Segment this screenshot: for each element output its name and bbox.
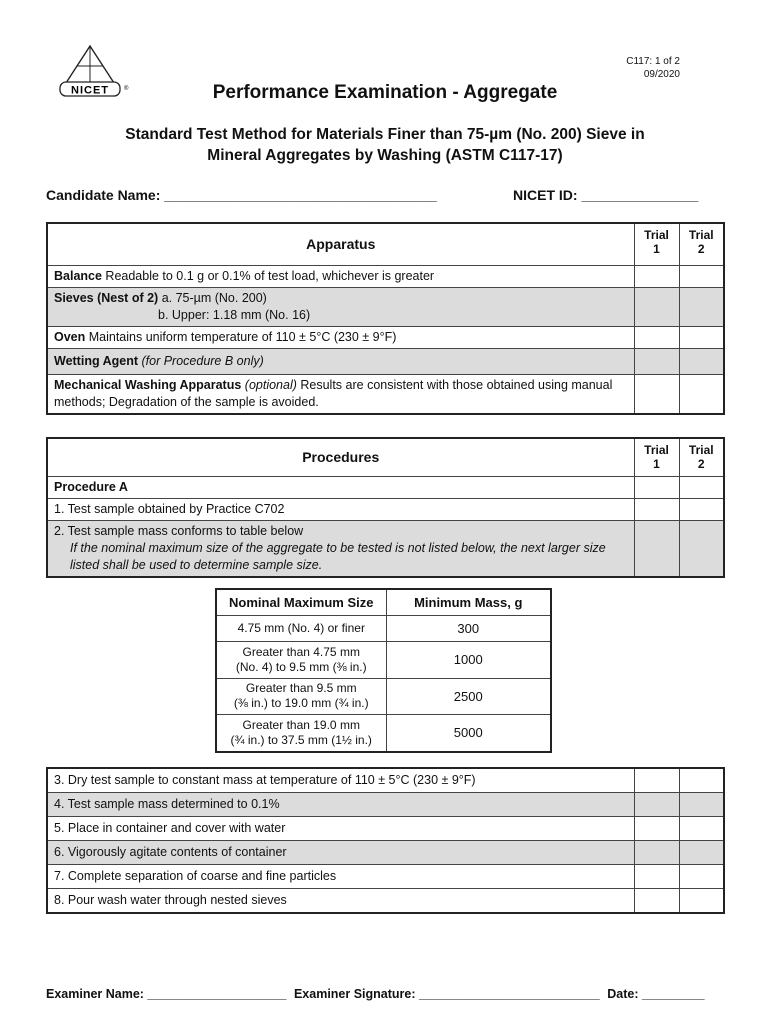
procedures-table <box>46 437 725 578</box>
table-row: Greater than 19.0 mm (¾ in.) to 37.5 mm (1½ in.) 5000 <box>216 714 551 752</box>
table-row: Greater than 9.5 mm (⅜ in.) to 19.0 mm (¾ in.) 2500 <box>216 678 551 714</box>
checkbox-cell[interactable] <box>679 348 724 374</box>
checkbox-cell[interactable] <box>679 865 724 889</box>
apparatus-row-sieves: Sieves (Nest of 2) a. 75-µm (No. 200) b. Upper: 1.18 mm (No. 16) <box>47 287 724 326</box>
examiner-signature-field[interactable]: Examiner Signature: __________________________ <box>293 987 600 1001</box>
checkbox-cell[interactable] <box>679 287 724 326</box>
checkbox-cell[interactable] <box>634 865 679 889</box>
checkbox-cell[interactable] <box>679 265 724 287</box>
table-row: Greater than 4.75 mm (No. 4) to 9.5 mm (⅜ in.) 1000 <box>216 641 551 678</box>
candidate-name-field[interactable]: Candidate Name: ___________________________________ <box>46 187 437 203</box>
procedure-step-4: 4. Test sample mass determined to 0.1% <box>47 793 724 817</box>
checkbox-cell[interactable] <box>634 265 679 287</box>
checkbox-cell[interactable] <box>679 768 724 793</box>
checkbox-cell[interactable] <box>634 326 679 348</box>
logo-registered-mark: ® <box>124 86 129 92</box>
procedure-step-3: 3. Dry test sample to constant mass at temperature of 110 ± 5°C (230 ± 9°F) <box>47 768 724 793</box>
checkbox-cell[interactable] <box>634 287 679 326</box>
procedure-step-2: 2. Test sample mass conforms to table below If the nominal maximum size of the aggregate to be tested is not listed below, the next larger size listed shall be used to determine sample size. <box>47 520 724 577</box>
checkbox-cell[interactable] <box>679 498 724 520</box>
procedures-table-continued <box>46 767 725 914</box>
checkbox-cell[interactable] <box>634 889 679 914</box>
apparatus-table <box>46 222 725 415</box>
checkbox-cell[interactable] <box>634 374 679 414</box>
date-field[interactable]: Date: _________ <box>607 987 705 1001</box>
checkbox-cell[interactable] <box>634 841 679 865</box>
examiner-name-field[interactable]: Examiner Name: ____________________ <box>46 987 287 1001</box>
sample-mass-table <box>215 588 552 753</box>
examiner-footer <box>46 987 736 1001</box>
procedure-a-label: Procedure A <box>47 476 634 498</box>
checkbox-cell[interactable] <box>679 817 724 841</box>
procedures-trial-1-header: Trial 1 <box>634 438 679 476</box>
checkbox-cell[interactable] <box>679 374 724 414</box>
page-subtitle: Standard Test Method for Materials Finer than 75-µm (No. 200) Sieve in Mineral Aggregates by Washing (ASTM C117-17) <box>125 126 645 164</box>
checkbox-cell[interactable] <box>634 348 679 374</box>
checkbox-cell[interactable] <box>679 326 724 348</box>
procedure-step-7: 7. Complete separation of coarse and fine particles <box>47 865 724 889</box>
procedure-step-6: 6. Vigorously agitate contents of container <box>47 841 724 865</box>
checkbox-cell[interactable] <box>634 768 679 793</box>
procedure-a-section-row <box>47 476 724 498</box>
candidate-info-row <box>46 187 726 203</box>
apparatus-trial-2-header: Trial 2 <box>679 223 724 265</box>
document-reference <box>626 55 680 81</box>
apparatus-row-oven: Oven Maintains uniform temperature of 110 ± 5°C (230 ± 9°F) <box>47 326 724 348</box>
checkbox-cell[interactable] <box>634 498 679 520</box>
mass-table-col-mass: Minimum Mass, g <box>386 589 551 615</box>
document-code: C117: 1 of 2 <box>626 56 680 67</box>
checkbox-cell[interactable] <box>634 793 679 817</box>
apparatus-trial-1-header: Trial 1 <box>634 223 679 265</box>
apparatus-heading: Apparatus <box>47 223 634 265</box>
checkbox-cell[interactable] <box>679 520 724 577</box>
apparatus-row-wetting-agent: Wetting Agent (for Procedure B only) <box>47 348 724 374</box>
procedures-trial-2-header: Trial 2 <box>679 438 724 476</box>
procedure-step-8: 8. Pour wash water through nested sieves <box>47 889 724 914</box>
document-date: 09/2020 <box>643 69 680 80</box>
procedures-heading: Procedures <box>47 438 634 476</box>
checkbox-cell[interactable] <box>634 817 679 841</box>
checkbox-cell[interactable] <box>679 889 724 914</box>
page-title: Performance Examination - Aggregate <box>212 82 558 103</box>
logo-text: NICET <box>71 84 109 97</box>
nicet-id-field[interactable]: NICET ID: _______________ <box>513 187 699 203</box>
procedure-step-1: 1. Test sample obtained by Practice C702 <box>47 498 724 520</box>
checkbox-cell[interactable] <box>634 520 679 577</box>
mass-table-col-size: Nominal Maximum Size <box>216 589 386 615</box>
checkbox-cell[interactable] <box>679 793 724 817</box>
table-row: 4.75 mm (No. 4) or finer 300 <box>216 615 551 641</box>
checkbox-cell[interactable] <box>679 841 724 865</box>
apparatus-row-balance: Balance Readable to 0.1 g or 0.1% of test load, whichever is greater <box>47 265 724 287</box>
procedure-step-5: 5. Place in container and cover with water <box>47 817 724 841</box>
apparatus-row-mechanical-washing: Mechanical Washing Apparatus (optional) Results are consistent with those obtained using manual methods; Degradation of the sample is avoided. <box>47 374 724 414</box>
